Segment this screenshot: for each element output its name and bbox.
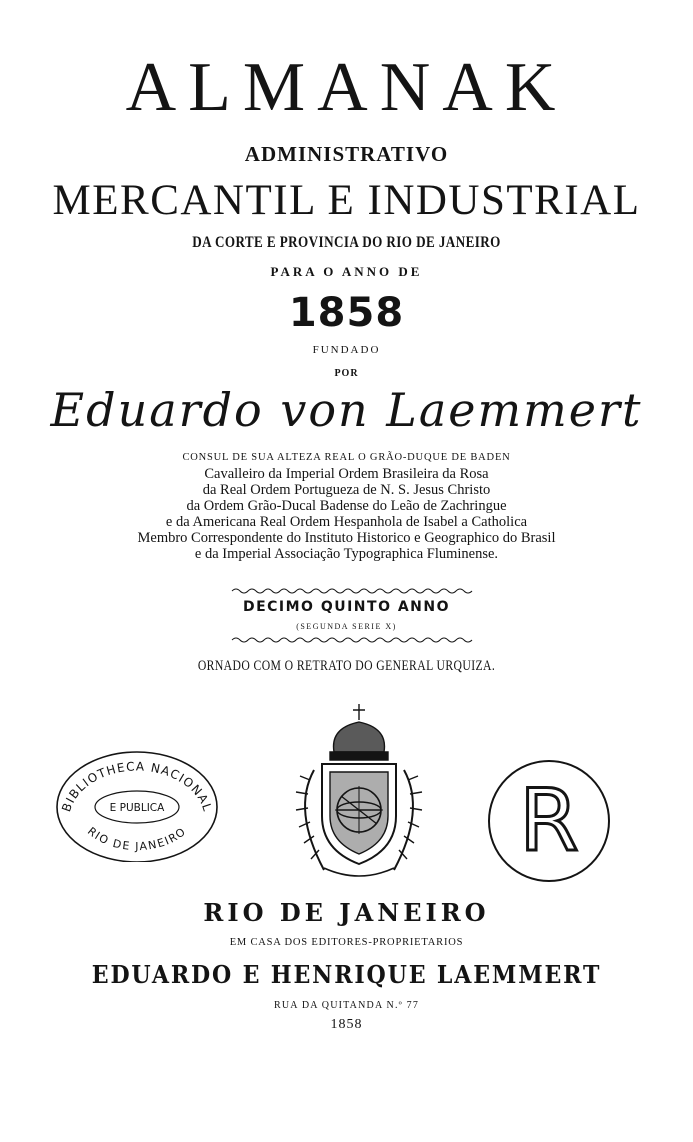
edition-series: (SEGUNDA SERIE X): [296, 622, 397, 631]
honor-line: Membro Correspondente do Instituto Historico e Geographico do Brasil: [137, 530, 556, 546]
for-year-line: PARA O ANNO DE: [270, 264, 423, 279]
ornament-rule-top: [230, 587, 480, 595]
honor-line: da Real Ordem Portugueza de N. S. Jesus Christo: [202, 482, 491, 498]
honor-line: CONSUL DE SUA ALTEZA REAL O GRÃO-DUQUE DE BADEN: [182, 452, 511, 463]
founded-label: FUNDADO: [312, 344, 381, 356]
stamp-middle-text: E PUBLICA: [109, 802, 165, 814]
imprint-address: RUA DA QUITANDA N.º 77: [273, 1000, 420, 1011]
honor-line: e da Imperial Associação Typographica Fluminense.: [194, 546, 499, 562]
library-stamp: [52, 742, 222, 862]
imprint-city: RIO DE JANEIRO: [203, 898, 490, 927]
honor-line: Cavalleiro da Imperial Ordem Brasileira da Rosa: [204, 466, 489, 482]
edition-label: DECIMO QUINTO ANNO: [242, 599, 451, 615]
main-title: ALMANAK: [125, 49, 568, 126]
founder-signature: Eduardo von Laemmert: [50, 383, 643, 437]
honor-line: da Ordem Grão-Ducal Badense do Leão de Zachringue: [186, 498, 507, 514]
stamp-bottom-text: RIO DE JANEIRO: [85, 824, 189, 854]
restricted-r-stamp: [484, 756, 614, 886]
portrait-note: ORNADO COM O RETRATO DO GENERAL URQUIZA.: [197, 658, 496, 674]
ornament-rule-bottom: [230, 636, 480, 644]
honor-line: e da Americana Real Ordem Hespanhola de Isabel a Catholica: [165, 514, 528, 530]
imprint-house: EM CASA DOS EDITORES-PROPRIETARIOS: [229, 937, 464, 948]
coat-of-arms-emblem: [274, 700, 444, 885]
stamp-r-letter: R: [519, 771, 579, 871]
honors-list: [0, 450, 693, 562]
imprint-year: 1858: [330, 1017, 363, 1032]
stamp-top-text: BIBLIOTHECA NACIONAL: [59, 759, 215, 814]
svg-text:RIO DE JANEIRO: [85, 825, 189, 853]
secondary-title: MERCANTIL E INDUSTRIAL: [52, 177, 641, 224]
edition-year: 1858: [288, 290, 405, 336]
region-line: DA CORTE E PROVINCIA DO RIO DE JANEIRO: [192, 234, 501, 251]
subtitle: ADMINISTRATIVO: [244, 142, 449, 166]
imprint-publishers: EDUARDO E HENRIQUE LAEMMERT: [91, 960, 602, 989]
by-label: POR: [334, 368, 359, 379]
